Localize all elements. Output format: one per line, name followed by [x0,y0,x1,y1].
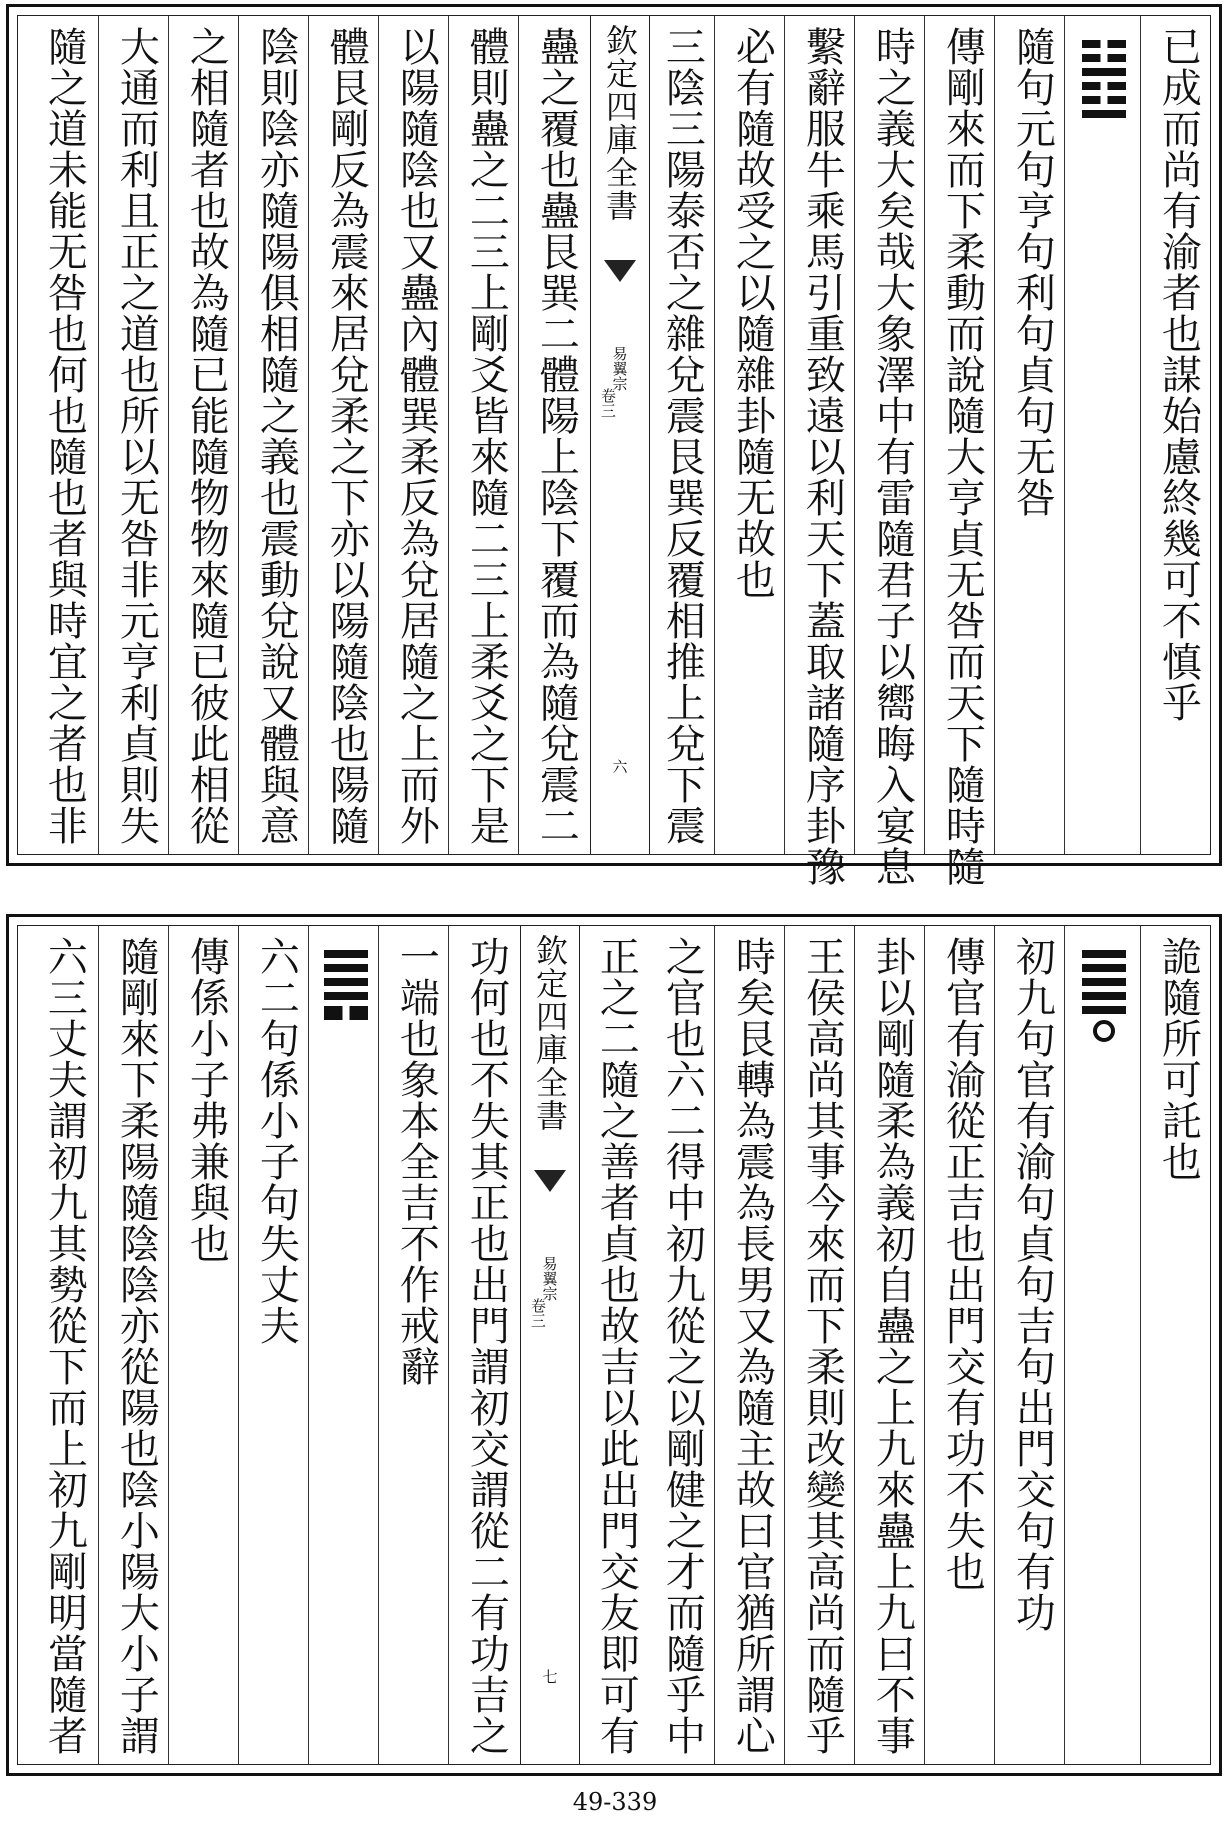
column-text: 六三丈夫謂初九其勢從下而上初九剛明當隨者 [41,936,88,1756]
column-rule [784,16,785,854]
column-rule [994,926,995,1764]
page-footer-number: 49-339 [572,1788,658,1816]
column-rule [378,16,379,854]
column-text: 之相隨者也故為隨已能隨物物來隨已彼此相從 [183,26,230,846]
column-rule [308,16,309,854]
column-text: 必有隨故受之以隨雜卦隨无故也 [729,26,776,600]
column-text: 蠱之覆也蠱艮巽二體陽上陰下覆而為隨兌震二 [533,26,580,846]
book-name: 易翼宗 [610,346,629,391]
text-column [584,932,648,1758]
column-text: 傳剛來而下柔動而說隨大亨貞无咎而天下隨時隨 [939,26,986,887]
text-column [174,22,238,848]
text-column [244,932,308,1758]
column-text: 之官也六二得中初九從之以剛健之才而隨乎中 [659,936,706,1756]
column-text: 功何也不失其正也出門謂初交謂從二有功吉之 [463,936,510,1756]
page-leaf-top [6,4,1222,887]
column-text: 一端也象本全吉不作戒辭 [393,936,440,1387]
column-text: 傳係小子弗兼與也 [183,936,230,1264]
column-text: 體艮剛反為震來居兌柔之下亦以陽隨陰也陽隨 [323,26,370,846]
hexagram-column [1070,22,1138,848]
center-fold [520,926,580,1764]
column-text: 三陰三陽泰否之雜兌震艮巽反覆相推上兌下震 [659,26,706,846]
column-rule [238,926,239,1764]
column-rule [784,926,785,1764]
volume-label: 卷三 [598,388,617,418]
column-rule [168,16,169,854]
text-column [454,22,518,848]
text-column [384,22,448,848]
column-rule [994,16,995,854]
page-leaf-bottom [6,914,1222,1776]
text-column [650,22,714,848]
text-column [1146,22,1210,848]
column-text: 王侯高尚其事今來而下柔則改變其高尚而隨乎 [799,936,846,1756]
column-rule [518,16,519,854]
text-column [174,932,238,1758]
column-rule [98,16,99,854]
book-label [540,1256,561,1301]
text-column [32,932,96,1758]
page-number: 六 [610,759,629,774]
column-text: 六二句係小子句失丈夫 [253,936,300,1346]
text-column [860,22,924,887]
text-column [720,932,784,1758]
text-column [104,22,168,848]
column-rule [924,926,925,1764]
column-text: 傳官有渝從正吉也出門交有功不失也 [939,936,986,1592]
volume-label: 卷三 [528,1298,547,1328]
text-column [1000,932,1064,1758]
text-column [454,932,518,1758]
text-column [244,22,308,848]
text-column [930,22,994,887]
column-rule [714,926,715,1764]
text-column [524,22,588,848]
column-text: 陰則陰亦隨陽俱相隨之義也震動兌說又體與意 [253,26,300,846]
text-column [1146,932,1210,1758]
text-column [860,932,924,1758]
text-column [930,932,994,1758]
column-rule [448,926,449,1764]
column-rule [168,926,169,1764]
column-rule [1064,926,1065,1764]
column-rule [1064,16,1065,854]
column-rule [924,16,925,854]
column-rule [448,16,449,854]
text-column [720,22,784,848]
column-rule [98,926,99,1764]
column-text: 隨剛來下柔陽隨陰陰亦從陽也陰小陽大小子謂 [113,936,160,1756]
circle-mark-icon [1093,1020,1115,1042]
column-text: 卦以剛隨柔為義初自蠱之上九來蠱上九曰不事 [869,936,916,1756]
text-column [790,932,854,1758]
center-fold [590,16,650,854]
column-text: 體則蠱之二三上剛爻皆來隨二三上柔爻之下是 [463,26,510,846]
text-column [1000,22,1064,848]
fishtail-mark-icon [534,1170,566,1192]
text-column [384,932,448,1758]
collection-title: 欽定四庫全書 [531,934,569,1132]
text-column [32,22,96,848]
text-column [104,932,168,1758]
column-rule [854,16,855,854]
text-column [314,22,378,848]
column-rule [714,16,715,854]
column-rule [308,926,309,1764]
column-text: 時之義大矣哉大象澤中有雷隨君子以嚮晦入宴息 [869,26,916,887]
column-rule [1140,926,1141,1764]
column-rule [238,16,239,854]
column-text: 已成而尚有渝者也謀始慮終幾可不慎乎 [1155,26,1202,723]
column-rule [378,926,379,1764]
yin-line-icon [324,950,368,1026]
sui-hexagram-icon [1082,40,1126,124]
text-column [790,22,854,887]
column-text: 詭隨所可託也 [1155,936,1202,1182]
column-text: 繫辭服牛乘馬引重致遠以利天下蓋取諸隨序卦豫 [799,26,846,887]
column-text: 隨之道未能无咎也何也隨也者與時宜之者也非 [41,26,88,846]
fishtail-mark-icon [604,260,636,282]
page-number: 七 [540,1669,559,1684]
column-text: 正之二隨之善者貞也故吉以此出門交友即可有 [593,936,640,1756]
column-text: 以陽隨陰也又蠱內體巽柔反為兌居隨之上而外 [393,26,440,846]
book-label [610,346,631,391]
column-text: 隨句元句亨句利句貞句无咎 [1009,26,1056,518]
book-name: 易翼宗 [540,1256,559,1301]
column-text: 時矣艮轉為震為長男又為隨主故曰官猶所謂心 [729,936,776,1756]
leaf-frame [17,925,1211,1765]
line-symbol-column [314,932,378,1758]
line-symbol-column [1070,932,1138,1758]
leaf-frame [17,15,1211,887]
collection-title: 欽定四庫全書 [601,24,639,222]
column-rule [854,926,855,1764]
yang-line-icon [1082,950,1126,1042]
column-rule [1140,16,1141,854]
text-column [650,932,714,1758]
column-text: 大通而利且正之道也所以无咎非元亨利貞則失 [113,26,160,846]
column-text: 初九句官有渝句貞句吉句出門交句有功 [1009,936,1056,1633]
